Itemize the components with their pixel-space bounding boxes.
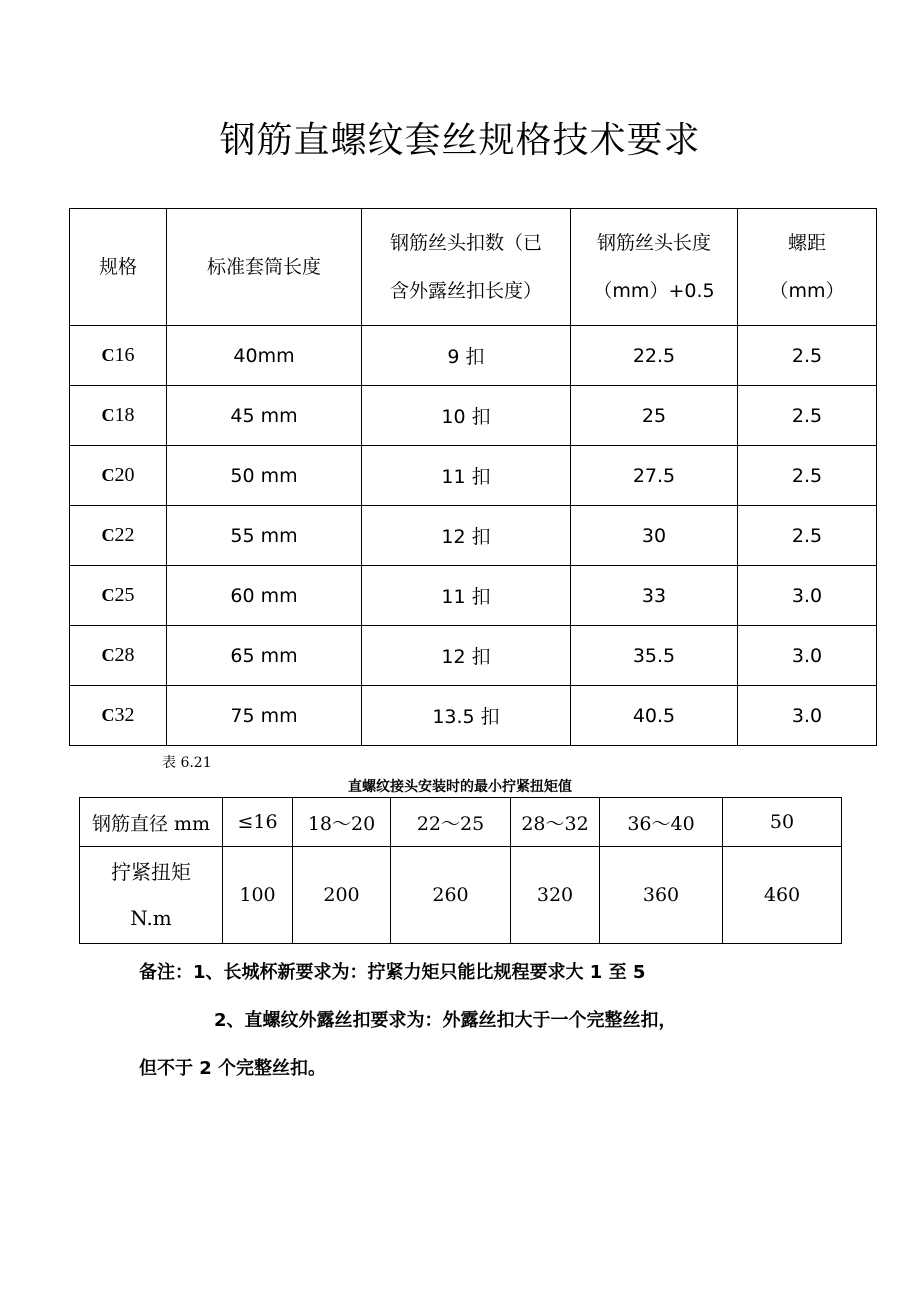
pitch-cell: 2.5: [738, 506, 877, 566]
spec-code-cell: [70, 686, 167, 746]
note-line-2: 2、直螺纹外露丝扣要求为：外露丝扣大于一个完整丝扣，: [214, 1010, 677, 1031]
spec-code-prefix: C: [101, 705, 115, 725]
diameter-label: 钢筋直径 mm: [80, 798, 223, 847]
diameter-cell: 50: [723, 798, 842, 847]
thread-count-cell: 11 扣: [362, 566, 571, 626]
spec-code-prefix: C: [101, 405, 115, 425]
note-line-3: 但不于 2 个完整丝扣。: [139, 1058, 327, 1079]
diameter-cell: 22～25: [391, 798, 511, 847]
spec-code-prefix: C: [101, 345, 115, 365]
table-row: [70, 566, 877, 626]
spec-code-number: 25: [114, 584, 135, 606]
pitch-cell: 2.5: [738, 446, 877, 506]
torque-table: [79, 797, 842, 944]
torque-table-title: 直螺纹接头安装时的最小拧紧扭矩值: [348, 779, 572, 795]
torque-cell: 360: [600, 847, 723, 944]
torque-cell: 200: [293, 847, 391, 944]
sleeve-length-cell: 50 mm: [167, 446, 362, 506]
header-pitch: [738, 209, 877, 326]
diameter-cell: ≤16: [223, 798, 293, 847]
header-thread-count: [362, 209, 571, 326]
table-row: [70, 326, 877, 386]
pitch-cell: 3.0: [738, 686, 877, 746]
header-spec: 规格: [70, 209, 167, 326]
diameter-cell: 36～40: [600, 798, 723, 847]
thread-count-cell: 12 扣: [362, 506, 571, 566]
thread-length-cell: 35.5: [571, 626, 738, 686]
header-sleeve-length: 标准套筒长度: [167, 209, 362, 326]
sleeve-length-cell: 75 mm: [167, 686, 362, 746]
thread-length-cell: 27.5: [571, 446, 738, 506]
spec-code-cell: [70, 326, 167, 386]
spec-code-prefix: C: [101, 585, 115, 605]
header-thread-length: [571, 209, 738, 326]
diameter-row: [80, 798, 842, 847]
header-thread-count-line1: 钢筋丝头扣数（已: [389, 232, 542, 254]
thread-length-cell: 25: [571, 386, 738, 446]
thread-count-cell: 9 扣: [362, 326, 571, 386]
header-pitch-line2: （mm）: [769, 280, 845, 302]
sleeve-length-cell: 40mm: [167, 326, 362, 386]
torque-label: [80, 847, 223, 944]
spec-code-cell: [70, 506, 167, 566]
spec-code-number: 28: [114, 644, 135, 666]
table-caption: 表 6.21: [162, 755, 212, 771]
spec-code-cell: [70, 626, 167, 686]
pitch-cell: 2.5: [738, 386, 877, 446]
note-line-1: 备注：1、长城杯新要求为：拧紧力矩只能比规程要求大 1 至 5: [139, 962, 646, 983]
thread-length-cell: 33: [571, 566, 738, 626]
torque-cell: 100: [223, 847, 293, 944]
torque-label-line2: N.m: [130, 906, 172, 930]
table-row: [70, 506, 877, 566]
pitch-cell: 3.0: [738, 626, 877, 686]
table-row: [70, 626, 877, 686]
thread-count-cell: 10 扣: [362, 386, 571, 446]
thread-count-cell: 12 扣: [362, 626, 571, 686]
sleeve-length-cell: 55 mm: [167, 506, 362, 566]
spec-table: [69, 208, 877, 746]
torque-cell: 320: [511, 847, 600, 944]
torque-label-line1: 拧紧扭矩: [111, 860, 191, 884]
table-row: [70, 446, 877, 506]
sleeve-length-cell: 45 mm: [167, 386, 362, 446]
torque-cell: 260: [391, 847, 511, 944]
thread-length-cell: 22.5: [571, 326, 738, 386]
header-pitch-line1: 螺距: [787, 232, 826, 254]
spec-code-number: 32: [114, 704, 135, 726]
header-thread-length-line1: 钢筋丝头长度: [596, 232, 711, 254]
spec-header-row: [70, 209, 877, 326]
spec-code-number: 22: [114, 524, 135, 546]
thread-length-cell: 30: [571, 506, 738, 566]
table-row: [70, 386, 877, 446]
spec-code-prefix: C: [101, 645, 115, 665]
spec-code-prefix: C: [101, 465, 115, 485]
header-thread-length-line2: （mm）+0.5: [593, 280, 715, 302]
sleeve-length-cell: 60 mm: [167, 566, 362, 626]
spec-code-cell: [70, 446, 167, 506]
spec-code-number: 18: [114, 404, 135, 426]
torque-row: [80, 847, 842, 944]
pitch-cell: 2.5: [738, 326, 877, 386]
spec-code-cell: [70, 566, 167, 626]
page-title: 钢筋直螺纹套丝规格技术要求: [219, 120, 701, 161]
pitch-cell: 3.0: [738, 566, 877, 626]
sleeve-length-cell: 65 mm: [167, 626, 362, 686]
thread-count-cell: 11 扣: [362, 446, 571, 506]
spec-code-prefix: C: [101, 525, 115, 545]
thread-length-cell: 40.5: [571, 686, 738, 746]
table-row: [70, 686, 877, 746]
torque-cell: 460: [723, 847, 842, 944]
diameter-cell: 18～20: [293, 798, 391, 847]
spec-code-number: 20: [114, 464, 135, 486]
diameter-cell: 28～32: [511, 798, 600, 847]
thread-count-cell: 13.5 扣: [362, 686, 571, 746]
header-thread-count-line2: 含外露丝扣长度）: [389, 280, 542, 302]
spec-code-number: 16: [114, 344, 135, 366]
spec-code-cell: [70, 386, 167, 446]
